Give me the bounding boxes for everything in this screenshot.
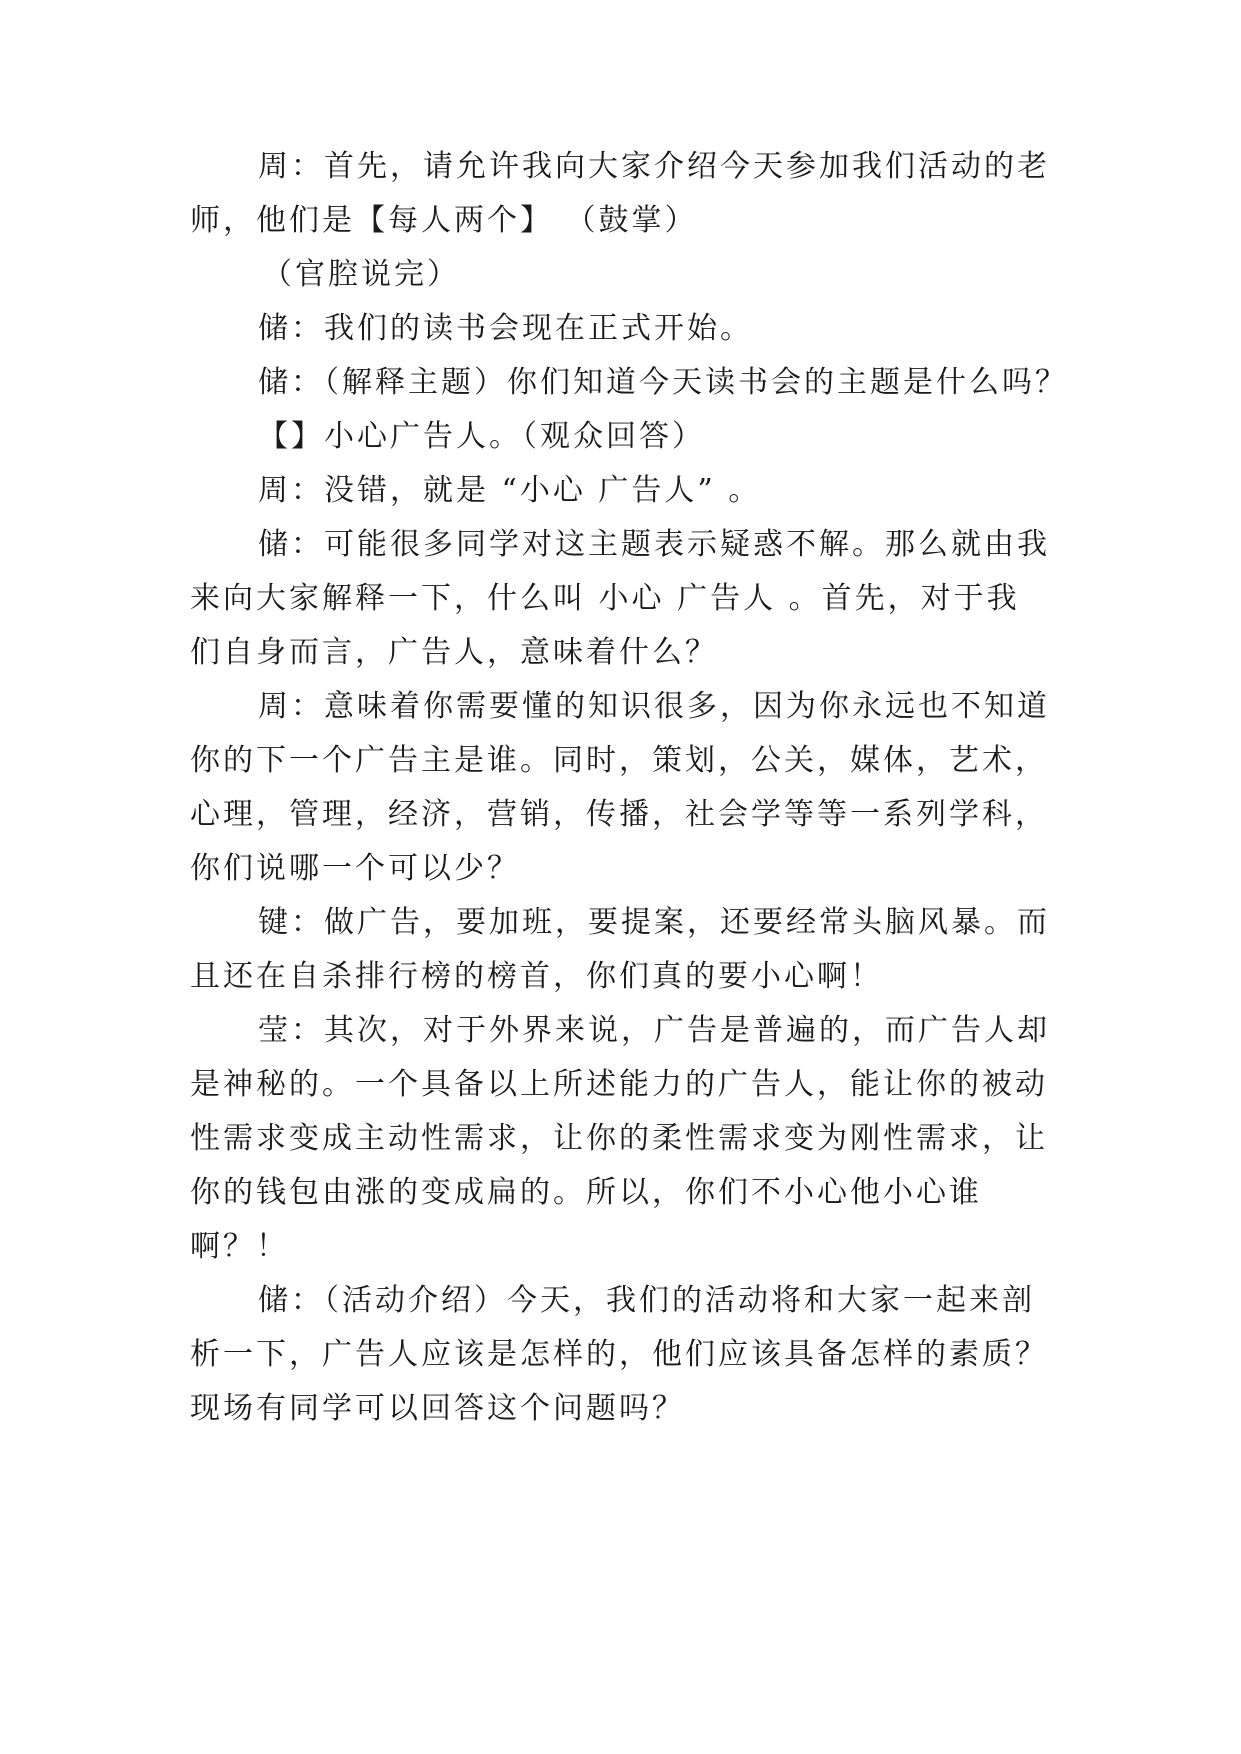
- paragraph-line: 周：首先，请允许我向大家介绍今天参加我们活动的老: [258, 149, 1050, 184]
- paragraph-line: 【】小心广告人。（观众回答）: [258, 419, 705, 454]
- paragraph-line: 们自身而言，广告人，意味着什么？: [190, 635, 718, 670]
- paragraph-line: 性需求变成主动性需求，让你的柔性需求变为刚性需求，让: [190, 1121, 1048, 1156]
- paragraph-line: 啊？！: [190, 1229, 289, 1264]
- paragraph-line: 且还在自杀排行榜的榜首，你们真的要小心啊！: [190, 959, 883, 994]
- paragraph-line: 莹：其次，对于外界来说，广告是普遍的，而广告人却: [258, 1013, 1050, 1048]
- paragraph-line: （官腔说完）: [262, 257, 460, 292]
- paragraph-line: 你的钱包由涨的变成扁的。所以，你们不小心他小心谁: [190, 1175, 982, 1210]
- paragraph-line: 心理，管理，经济，营销，传播，社会学等等一系列学科，: [190, 797, 1048, 832]
- paragraph-line: 储：（解释主题）你们知道今天读书会的主题是什么吗？: [258, 365, 1068, 400]
- paragraph-line: 周：没错，就是 “小心 广告人” 。: [258, 473, 762, 508]
- paragraph-line: 析一下，广告人应该是怎样的，他们应该具备怎样的素质？: [190, 1337, 1048, 1372]
- paragraph-line: 是神秘的。一个具备以上所述能力的广告人，能让你的被动: [190, 1067, 1048, 1102]
- paragraph-line: 储：可能很多同学对这主题表示疑惑不解。那么就由我: [258, 527, 1050, 562]
- paragraph-line: 储：（活动介绍）今天，我们的活动将和大家一起来剖: [258, 1283, 1035, 1318]
- paragraph-line: 师，他们是【每人两个】 （鼓掌）: [190, 203, 698, 238]
- paragraph-line: 来向大家解释一下，什么叫 小心 广告人 。首先，对于我: [190, 581, 1020, 616]
- paragraph-line: 周：意味着你需要懂的知识很多，因为你永远也不知道: [258, 689, 1050, 724]
- paragraph-line: 键：做广告，要加班，要提案，还要经常头脑风暴。而: [258, 905, 1050, 940]
- paragraph-line: 现场有同学可以回答这个问题吗？: [190, 1391, 685, 1426]
- paragraph-line: 你们说哪一个可以少？: [190, 851, 520, 886]
- paragraph-line: 你的下一个广告主是谁。同时，策划，公关，媒体，艺术，: [190, 743, 1048, 778]
- paragraph-line: 储：我们的读书会现在正式开始。: [258, 311, 753, 346]
